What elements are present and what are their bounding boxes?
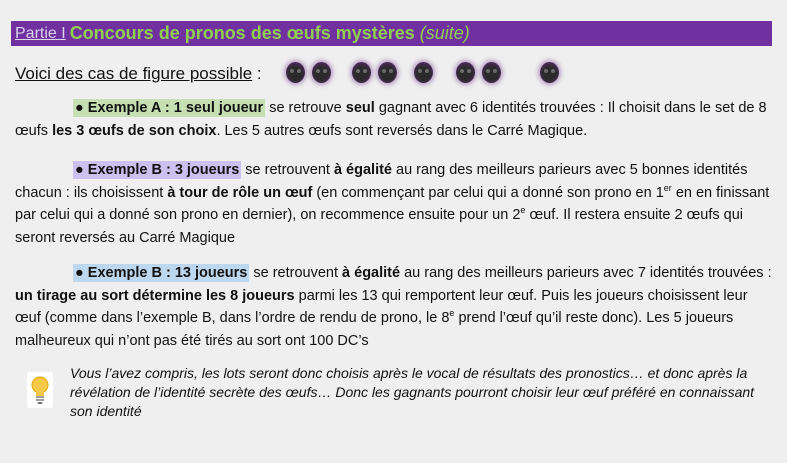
example-c-text: parmi les 13 qui remportent leur œuf. Puis les joueurs choisissent leur œuf (comme dans l’exemple B, dans l’ordre de rendu de prono, le 8 xyxy=(15,287,748,326)
example-a-bold: les 3 œufs de son choix xyxy=(52,122,217,139)
example-c-text: prend l’œuf qu’il reste donc). Les 5 joueurs malheureux qui n’ont pas été tirés au sort ont 100 DC’s xyxy=(15,310,734,349)
example-c-bold: à égalité xyxy=(342,265,401,281)
example-c-paragraph xyxy=(15,262,773,352)
example-b-text: en en finissant par celui qui a donné son prono en dernier), on recommence ensuite pour un 2 xyxy=(15,184,770,223)
example-b-label: ● Exemple B : 3 joueurs xyxy=(75,162,240,178)
example-b-bold: à égalité xyxy=(333,162,392,178)
example-a-paragraph xyxy=(15,97,773,142)
example-a-text: . Les 5 autres œufs sont reversés dans le Carré Magique. xyxy=(216,122,588,139)
example-a-text: gagnant avec 6 identités trouvées : Il choisit dans le set de 8 œufs xyxy=(15,100,767,139)
subtitle xyxy=(15,64,262,84)
egg-icon xyxy=(540,62,559,83)
example-b-paragraph xyxy=(15,159,773,249)
example-c-text: se retrouvent xyxy=(249,265,343,281)
section-link[interactable]: Partie I xyxy=(15,24,66,42)
example-c-text: au rang des meilleurs parieurs avec 7 identités trouvées : xyxy=(400,265,772,281)
egg-icon xyxy=(414,62,433,83)
example-a-text: se retrouve xyxy=(265,100,346,116)
example-b-text: se retrouvent xyxy=(241,162,334,178)
subtitle-colon: : xyxy=(252,64,262,83)
egg-icon xyxy=(482,62,501,83)
closing-note: Vous l’avez compris, les lots seront donc choisis après le vocal de résultats des pronostics… et donc après la révélation de l’identité secrète des œufs… Donc les gagnants pourront choisir leur œuf préféré en connaissant son identité xyxy=(70,365,755,419)
superscript: e xyxy=(449,308,455,319)
egg-icon xyxy=(378,62,397,83)
egg-icon xyxy=(286,62,305,83)
egg-icon xyxy=(352,62,371,83)
superscript: e xyxy=(520,205,526,216)
example-a-bold: seul xyxy=(345,100,375,116)
example-b-text: (en commençant par celui qui a donné son prono en 1 xyxy=(312,184,664,201)
example-b-text: œuf. Il restera ensuite 2 œufs qui seront reversés au Carré Magique xyxy=(15,207,744,246)
example-c-label: ● Exemple B : 13 joueurs xyxy=(75,265,248,281)
egg-icon xyxy=(456,62,475,83)
egg-icon xyxy=(312,62,331,83)
example-b-bold: à tour de rôle un œuf xyxy=(167,184,313,201)
title-suffix: (suite) xyxy=(419,23,470,43)
example-c-bold: un tirage au sort détermine les 8 joueurs xyxy=(15,287,295,304)
title-bar xyxy=(11,21,772,46)
example-b-text: au rang des meilleurs parieurs avec 5 bonnes identités chacun : ils choisissent xyxy=(15,162,748,201)
lightbulb-icon xyxy=(27,372,53,408)
page-title: Concours de pronos des œufs mystères xyxy=(69,23,415,43)
superscript: er xyxy=(663,182,672,193)
subtitle-text: Voici des cas de figure possible xyxy=(15,64,253,83)
example-a-label: ● Exemple A : 1 seul joueur xyxy=(75,100,264,116)
